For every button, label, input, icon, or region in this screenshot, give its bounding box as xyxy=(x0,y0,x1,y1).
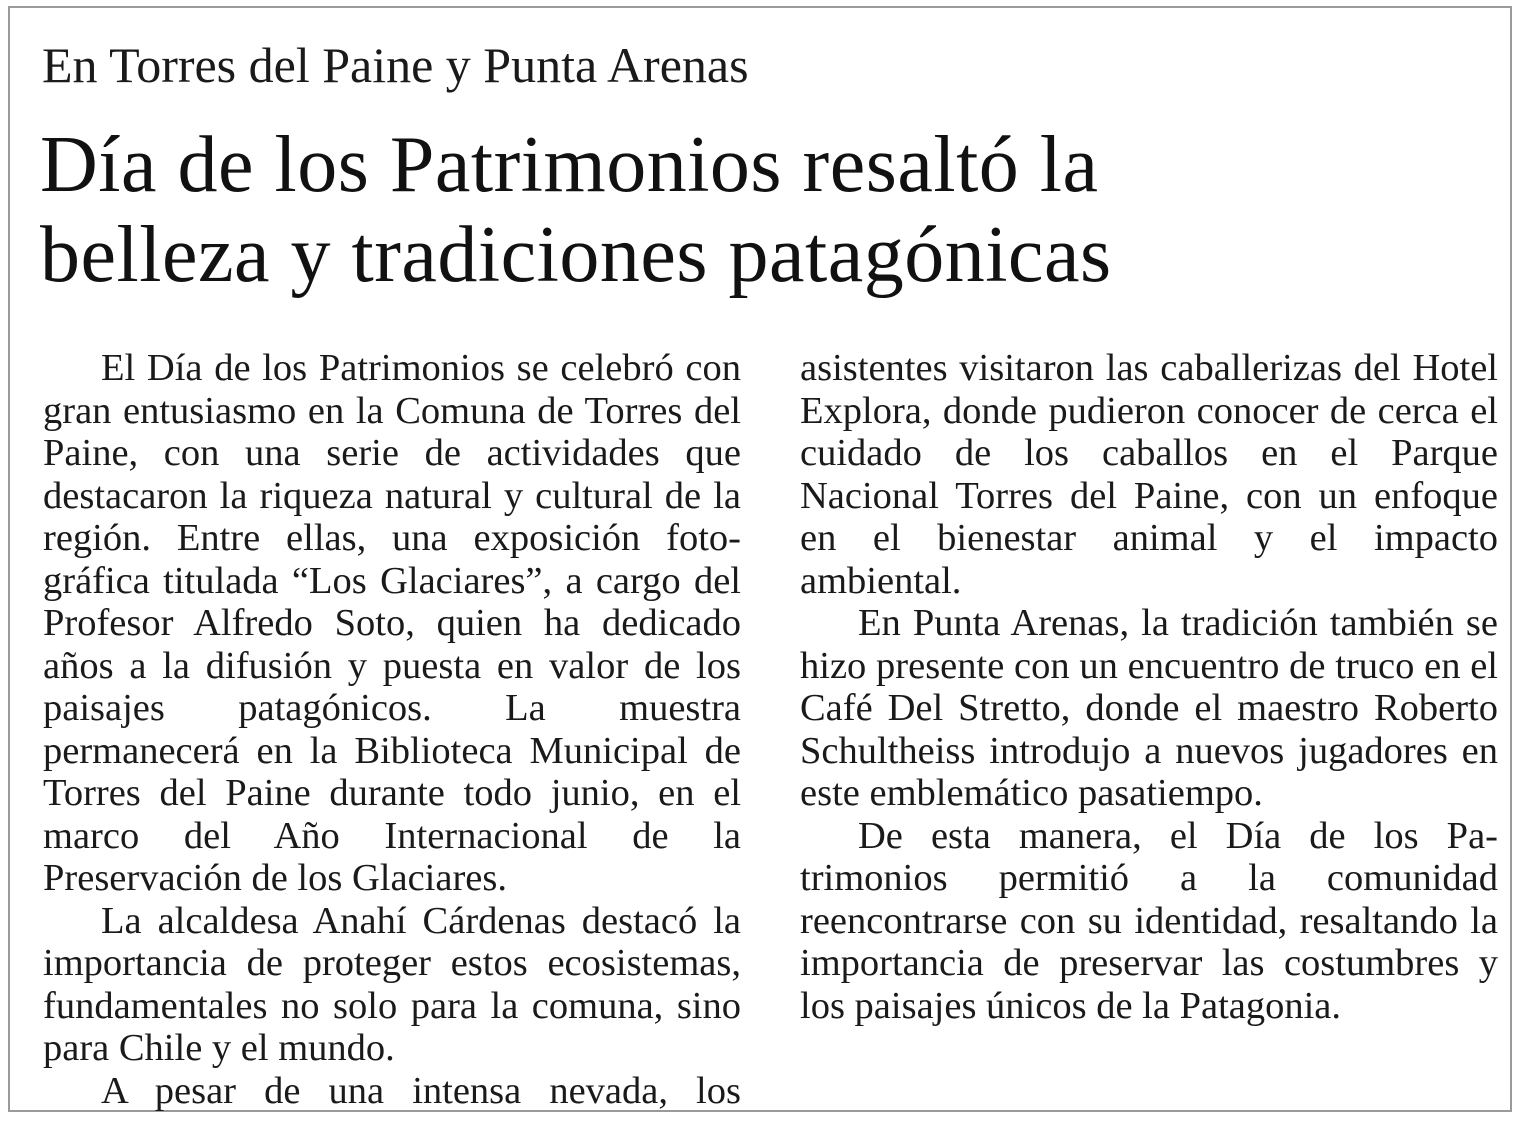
body-column-left xyxy=(43,347,741,1112)
paragraph: La alcaldesa Anahí Cárdenas destacó la importancia de proteger estos ecosistemas, fundamentales no solo para la comuna, sino para Chile y el mundo. xyxy=(43,899,741,1069)
headline-line-2: belleza y tradiciones patagónicas xyxy=(40,211,1112,299)
headline-line-1: Día de los Patrimonios resaltó la xyxy=(40,121,1099,209)
article-kicker: En Torres del Paine y Punta Arenas xyxy=(42,37,749,93)
body-column-right xyxy=(800,347,1498,1027)
article-headline xyxy=(40,120,1480,300)
paragraph: El Día de los Patrimonios se celebró con gran entusiasmo en la Comuna de Torres del Paine, con una serie de actividades que destacaron la riqueza natural y cultural de la región. Entre ellas, una exposición fotográfica titulada “Los Glaciares”, a cargo del Profesor Alfredo Soto, quien ha dedicado años a la difusión y puesta en valor de los paisajes patagónicos. La muestra permanecerá en la Biblioteca Municipal de Torres del Paine durante todo junio, en el marco del Año Internacional de la Preservación de los Glaciares. xyxy=(43,347,741,899)
paragraph-continued: asistentes visitaron las caballerizas del Hotel Explora, donde pudieron conocer de cerca el cuidado de los caballos en el Parque Nacional Torres del Paine, con un enfoque en el bienestar animal y el impacto ambiental. xyxy=(800,347,1498,602)
paragraph: De esta manera, el Día de los Patrimonios permitió a la comunidad reencontrarse con su identidad, resaltando la importancia de preservar las costumbres y los paisajes únicos de la Patagonia. xyxy=(800,814,1498,1027)
article-frame xyxy=(8,6,1512,1112)
paragraph: En Punta Arenas, la tradición también se hizo presente con un encuentro de truco en el Café Del Stretto, donde el maestro Roberto Schultheiss introdujo a nuevos jugadores en este emblemático pasatiempo. xyxy=(800,602,1498,814)
paragraph: A pesar de una intensa nevada, los xyxy=(101,1069,741,1112)
